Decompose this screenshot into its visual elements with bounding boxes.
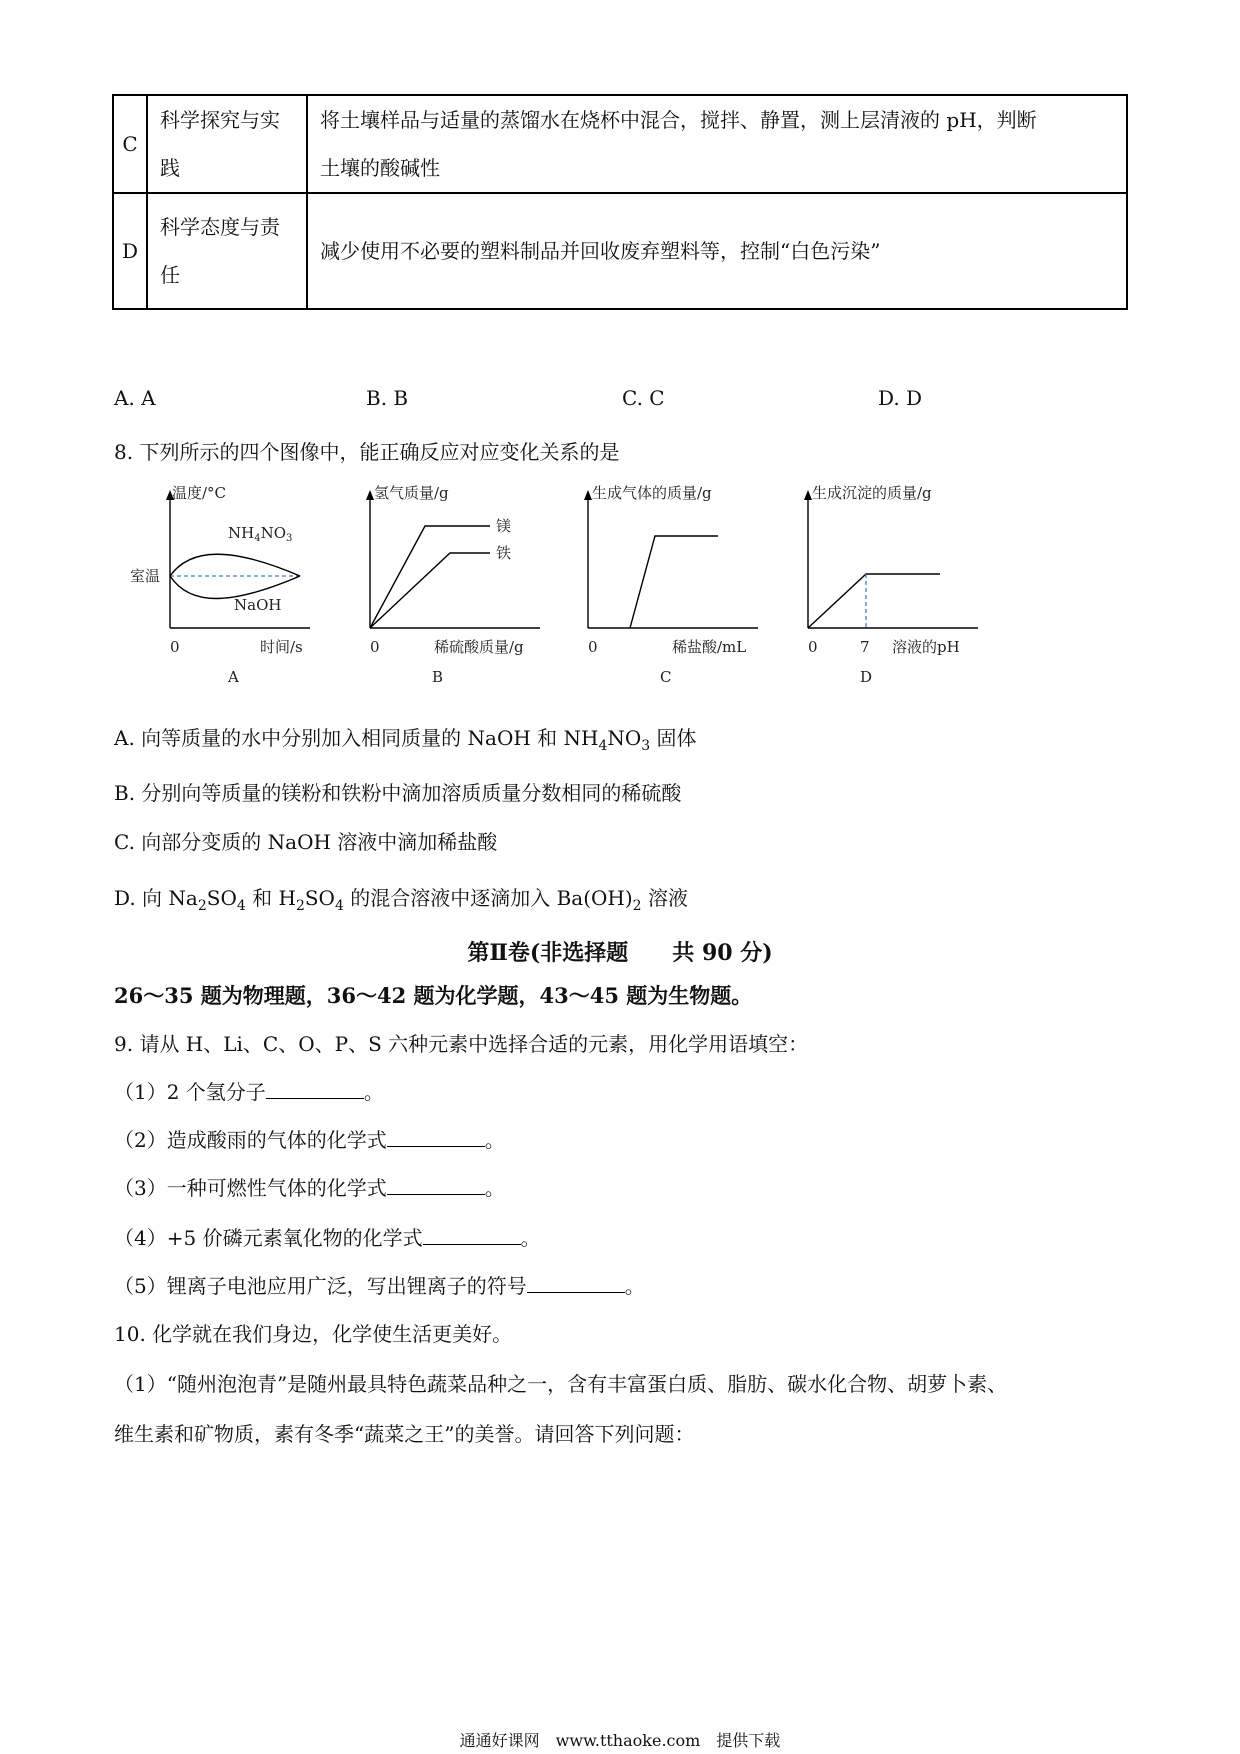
answer-blank[interactable] <box>527 1274 625 1293</box>
chart-d-xlabel: 溶液的pH <box>892 638 960 656</box>
row-content <box>307 95 1127 193</box>
row-content <box>307 193 1127 309</box>
chart-d-y-arrow <box>804 490 812 500</box>
row-category-line1: 科学探究与实 <box>160 108 281 132</box>
row-content-line1: 减少使用不必要的塑料制品并回收废弃塑料等，控制“白色污染” <box>320 239 881 263</box>
choice-c: C. C <box>622 386 665 410</box>
table-row <box>113 95 1127 193</box>
chart-d-series <box>808 574 940 628</box>
chart-b <box>330 478 550 702</box>
row-category-line2: 任 <box>160 263 181 287</box>
row-category <box>147 95 307 193</box>
chart-c <box>548 478 768 702</box>
row-content-line2: 土壤的酸碱性 <box>320 156 441 180</box>
chart-c-caption: C <box>660 668 672 686</box>
chart-b-y-arrow <box>366 490 374 500</box>
chart-d-origin: 0 <box>808 638 818 656</box>
q9-item: （4）+5 价磷元素氧化物的化学式 。 <box>114 1226 541 1250</box>
row-content-line1: 将土壤样品与适量的蒸馏水在烧杯中混合，搅拌、静置，测上层清液的 pH，判断 <box>320 108 1037 132</box>
chart-a-lower-label: NaOH <box>234 596 282 614</box>
choice-b: B. B <box>366 386 409 410</box>
chart-d-x-marker: 7 <box>860 638 870 656</box>
q10-part1-line1: （1）“随州泡泡青”是随州最具特色蔬菜品种之一，含有丰富蛋白质、脂肪、碳水化合物、胡萝卜素、 <box>114 1372 1008 1396</box>
chart-c-origin: 0 <box>588 638 598 656</box>
chart-d <box>768 478 988 702</box>
q10-part1-line2: 维生素和矿物质，素有冬季“蔬菜之王”的美誉。请回答下列问题： <box>114 1422 695 1446</box>
chart-b-caption: B <box>432 668 444 686</box>
chart-a-xlabel: 时间/s <box>260 638 303 656</box>
row-category <box>147 193 307 309</box>
chart-b-series-mg-label: 镁 <box>496 517 512 535</box>
chart-b-xlabel: 稀硫酸质量/g <box>434 638 524 656</box>
chart-b-ylabel: 氢气质量/g <box>374 484 449 502</box>
option-table <box>112 94 1128 310</box>
answer-blank[interactable] <box>423 1226 521 1245</box>
chart-a-upper-label: $NH_4NO_3$ <box>228 524 293 544</box>
row-letter: C <box>113 95 147 193</box>
choice-a: A. A <box>114 386 156 410</box>
chart-a-origin: 0 <box>170 638 180 656</box>
chart-a-caption: A <box>228 668 239 686</box>
answer-blank[interactable] <box>387 1128 485 1147</box>
q10-stem: 10. 化学就在我们身边，化学使生活更美好。 <box>114 1322 513 1346</box>
chart-a-upper-curve <box>170 554 300 576</box>
section-note: 26～35 题为物理题，36～42 题为化学题，43～45 题为生物题。 <box>114 983 753 1008</box>
q9-item: （3）一种可燃性气体的化学式 。 <box>114 1176 505 1200</box>
q8-option-c: C. 向部分变质的 NaOH 溶液中滴加稀盐酸 <box>114 830 498 854</box>
chart-c-xlabel: 稀盐酸/mL <box>672 638 747 656</box>
chart-d-ylabel: 生成沉淀的质量/g <box>812 484 932 502</box>
q9-item: （5）锂离子电池应用广泛，写出锂离子的符号 。 <box>114 1274 645 1298</box>
chart-b-series-fe <box>370 553 490 628</box>
q8-option-a: A. 向等质量的水中分别加入相同质量的 NaOH 和 $NH_4NO_3$ 固体 <box>114 726 697 754</box>
q9-item: （1）2 个氢分子 。 <box>114 1080 384 1104</box>
row-category-line2: 践 <box>160 156 181 180</box>
row-letter: D <box>113 193 147 309</box>
section-title: 第Ⅱ卷(非选择题 共 90 分) <box>467 940 773 966</box>
choice-d: D. D <box>878 386 923 410</box>
chart-b-origin: 0 <box>370 638 380 656</box>
chart-c-series <box>630 536 718 628</box>
chart-a-y-marker: 室温 <box>130 567 161 585</box>
table-row <box>113 193 1127 309</box>
q8-stem: 8. 下列所示的四个图像中，能正确反应对应变化关系的是 <box>114 440 620 464</box>
row-category-line1: 科学态度与责 <box>160 215 281 239</box>
chart-d-caption: D <box>860 668 873 686</box>
footer-credit: 通通好课网 www.tthaoke.com 提供下载 <box>459 1731 781 1750</box>
chart-a-ylabel: 温度/°C <box>172 484 227 502</box>
q9-item: （2）造成酸雨的气体的化学式 。 <box>114 1128 505 1152</box>
chart-b-series-fe-label: 铁 <box>496 544 512 562</box>
chart-c-y-arrow <box>584 490 592 500</box>
chart-b-series-mg <box>370 526 490 628</box>
chart-c-ylabel: 生成气体的质量/g <box>592 484 712 502</box>
q8-option-b: B. 分别向等质量的镁粉和铁粉中滴加溶质质量分数相同的稀硫酸 <box>114 781 682 805</box>
answer-blank[interactable] <box>387 1176 485 1195</box>
answer-blank[interactable] <box>266 1080 364 1099</box>
q9-stem: 9. 请从 H、Li、C、O、P、S 六种元素中选择合适的元素，用化学用语填空： <box>114 1032 809 1056</box>
q8-option-d: D. 向 $Na_2SO_4$ 和 $H_2SO_4$ 的混合溶液中逐滴加入 $Ba(OH)_2$ 溶液 <box>114 886 688 914</box>
chart-a <box>120 478 320 702</box>
